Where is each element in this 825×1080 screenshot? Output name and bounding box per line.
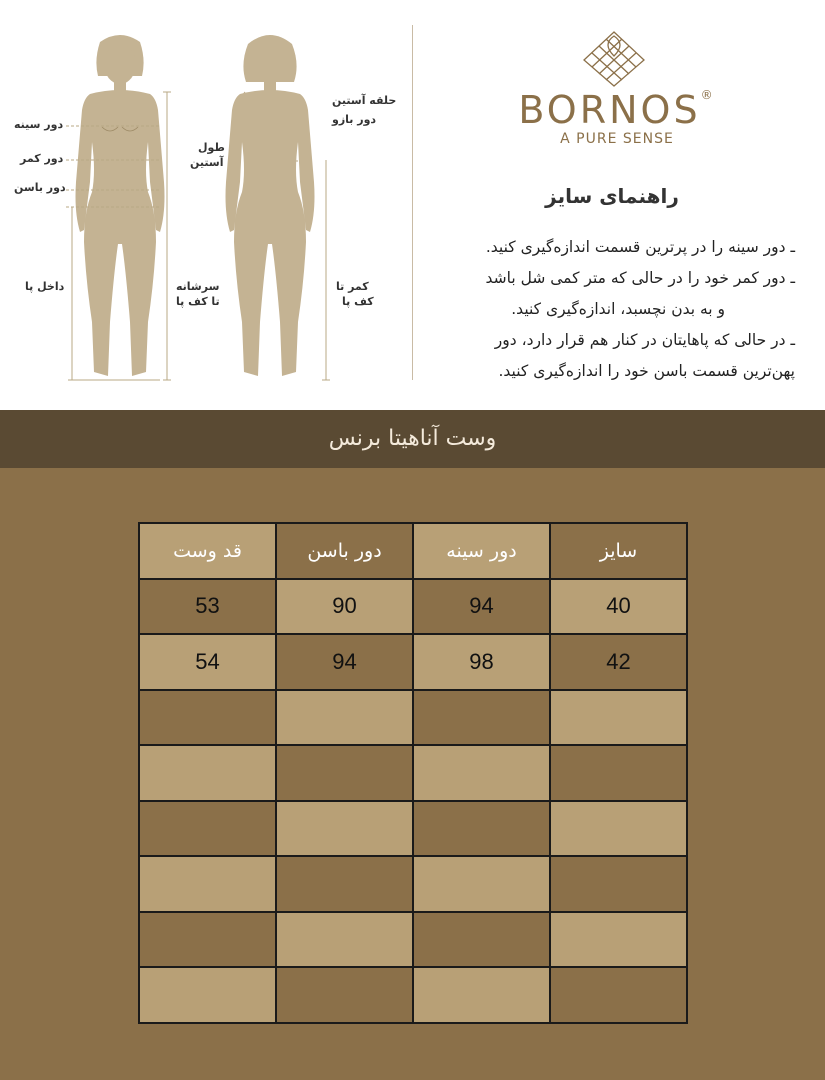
divider <box>412 25 413 380</box>
table-cell: 90 <box>276 579 413 635</box>
table-row <box>139 967 687 1023</box>
label-waist: دور کمر <box>20 152 64 165</box>
table-cell: 53 <box>139 579 276 635</box>
instruction-line: و به بدن نچسبد، اندازه‌گیری کنید. <box>511 300 725 318</box>
size-table <box>138 522 688 1024</box>
size-guide-panel <box>0 0 825 410</box>
table-cell <box>139 912 276 968</box>
table-row <box>139 745 687 801</box>
instructions <box>425 232 795 387</box>
table-cell <box>413 856 550 912</box>
product-title: وست آناهیتا برنس <box>328 426 497 451</box>
product-title-band <box>0 410 825 468</box>
label-bust: دور سینه <box>14 118 64 131</box>
table-row <box>139 801 687 857</box>
table-cell <box>550 745 687 801</box>
table-cell <box>413 690 550 746</box>
header-length: قد وست <box>139 523 276 579</box>
instruction-line: ـ در حالی که پاهایتان در کنار هم قرار دارد، دور <box>494 331 795 349</box>
table-cell <box>139 745 276 801</box>
table-cell: 98 <box>413 634 550 690</box>
brand-logo-icon <box>582 30 646 88</box>
table-cell: 42 <box>550 634 687 690</box>
table-cell: 40 <box>550 579 687 635</box>
header-hip: دور باسن <box>276 523 413 579</box>
table-cell <box>276 690 413 746</box>
table-row <box>139 912 687 968</box>
instruction-line: ـ دور کمر خود را در حالی که متر کمی شل باشد <box>485 269 795 287</box>
label-shoulder-floor-1: سرشانه <box>176 280 220 293</box>
label-inseam: داخل پا <box>25 280 65 293</box>
brand-tagline: A PURE SENSE <box>560 131 674 147</box>
table-cell <box>550 801 687 857</box>
label-sleeve-1: طول <box>198 141 225 154</box>
label-hip: دور باسن <box>14 181 66 194</box>
table-cell <box>139 856 276 912</box>
instruction-line: پهن‌ترین قسمت باسن خود را اندازه‌گیری کنید. <box>498 362 795 380</box>
table-cell <box>413 967 550 1023</box>
table-cell <box>276 745 413 801</box>
guide-title: راهنمای سایز <box>545 184 679 208</box>
table-cell <box>276 856 413 912</box>
label-shoulder-floor-2: تا کف پا <box>176 295 220 308</box>
table-cell <box>413 745 550 801</box>
label-sleeve-2: آستین <box>190 156 224 169</box>
label-waist-floor-1: کمر تا <box>336 280 369 293</box>
table-cell <box>413 801 550 857</box>
table-cell <box>276 912 413 968</box>
header-size: سایز <box>550 523 687 579</box>
table-cell: 94 <box>413 579 550 635</box>
table-cell: 54 <box>139 634 276 690</box>
table-cell <box>413 912 550 968</box>
label-waist-floor-2: کف پا <box>342 295 374 308</box>
table-cell: 94 <box>276 634 413 690</box>
table-header-row <box>139 523 687 579</box>
front-measure-lines <box>0 0 412 410</box>
table-cell <box>550 967 687 1023</box>
table-cell <box>550 690 687 746</box>
brand-name: BORNOS® <box>518 88 716 132</box>
table-cell <box>276 801 413 857</box>
label-armhole: حلقه آستین <box>332 94 397 107</box>
table-cell <box>139 690 276 746</box>
table-cell <box>139 967 276 1023</box>
table-row <box>139 856 687 912</box>
label-bicep: دور بازو <box>332 113 377 126</box>
back-body-figure <box>210 32 330 382</box>
table-row <box>139 690 687 746</box>
table-cell <box>550 912 687 968</box>
table-row <box>139 579 687 635</box>
header-bust: دور سینه <box>413 523 550 579</box>
table-cell <box>550 856 687 912</box>
table-cell <box>139 801 276 857</box>
table-row <box>139 634 687 690</box>
instruction-line: ـ دور سینه را در پرترین قسمت اندازه‌گیری کنید. <box>485 238 795 256</box>
table-cell <box>276 967 413 1023</box>
